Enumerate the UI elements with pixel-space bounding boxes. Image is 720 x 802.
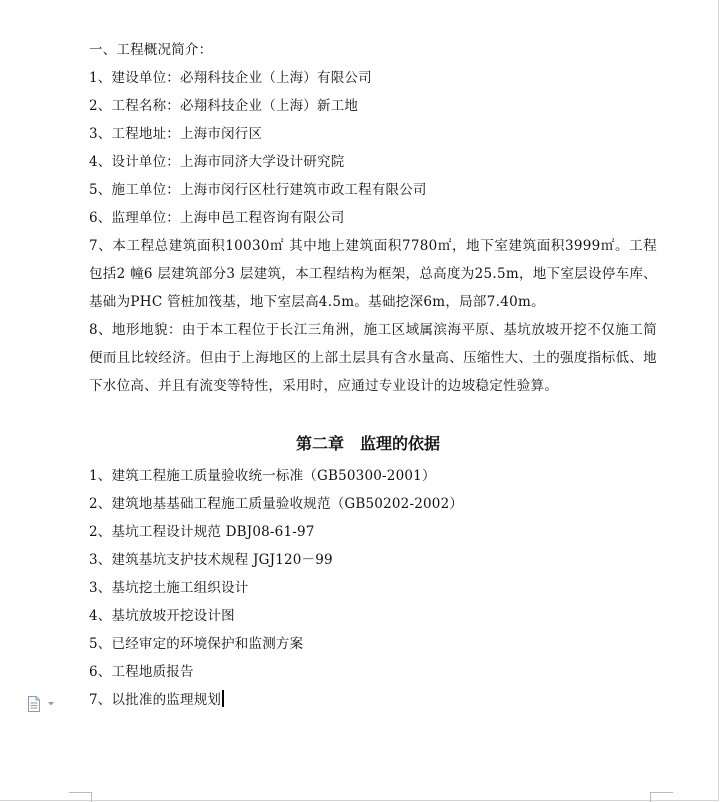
blank-line <box>89 400 657 428</box>
text-cursor <box>222 690 224 707</box>
list-item: 5、已经审定的环境保护和监测方案 <box>89 636 304 652</box>
chapter-title: 第二章 监理的依据 <box>295 434 440 453</box>
list-item-text: 7、以批准的监理规划 <box>89 692 222 708</box>
list-item: 2、工程名称：必翔科技企业（上海）新工地 <box>89 98 359 114</box>
page-corner-mark <box>650 792 673 802</box>
list-item: 1、建筑工程施工质量验收统一标准（GB50300-2001） <box>89 468 436 484</box>
list-item: 4、设计单位：上海市同济大学设计研究院 <box>89 154 345 170</box>
document-body[interactable] <box>89 36 657 714</box>
list-item: 6、监理单位：上海申邑工程咨询有限公司 <box>89 210 345 226</box>
section-heading: 一、工程概况简介： <box>89 42 213 58</box>
document-icon <box>27 696 41 712</box>
chevron-down-icon[interactable] <box>48 702 54 706</box>
list-item-last <box>89 686 657 714</box>
list-item: 6、工程地质报告 <box>89 664 194 680</box>
list-item: 2、基坑工程设计规范 DBJ08-61-97 <box>89 524 315 540</box>
list-item: 5、施工单位：上海市闵行区杜行建筑市政工程有限公司 <box>89 182 427 198</box>
list-item: 2、建筑地基基础工程施工质量验收规范（GB50202-2002） <box>89 496 464 512</box>
list-item: 4、基坑放坡开挖设计图 <box>89 608 235 624</box>
list-item: 3、工程地址：上海市闵行区 <box>89 126 263 142</box>
page-corner-mark <box>69 792 92 802</box>
paragraph-building-details: 7、本工程总建筑面积10030㎡ 其中地上建筑面积7780㎡，地下室建筑面积3999㎡。工程包括2 幢6 层建筑部分3 层建筑，本工程结构为框架，总高度为25.5m，地下室层设停车库、基础为PHC 管桩加筏基，地下室层高4.5m。基础挖深6m，局部7.40m。 <box>89 238 657 310</box>
paste-options-button[interactable] <box>27 696 57 714</box>
list-item: 3、建筑基坑支护技术规程 JGJ120－99 <box>89 552 333 568</box>
list-item: 3、基坑挖土施工组织设计 <box>89 580 249 596</box>
list-item: 1、建设单位：必翔科技企业（上海）有限公司 <box>89 70 372 86</box>
paragraph-terrain: 8、地形地貌：由于本工程位于长江三角洲，施工区域属滨海平原、基坑放坡开挖不仅施工简便而且比较经济。但由于上海地区的上部土层具有含水量高、压缩性大、土的强度指标低、地下水位高、并且有流变等特性，采用时，应通过专业设计的边坡稳定性验算。 <box>89 322 657 394</box>
